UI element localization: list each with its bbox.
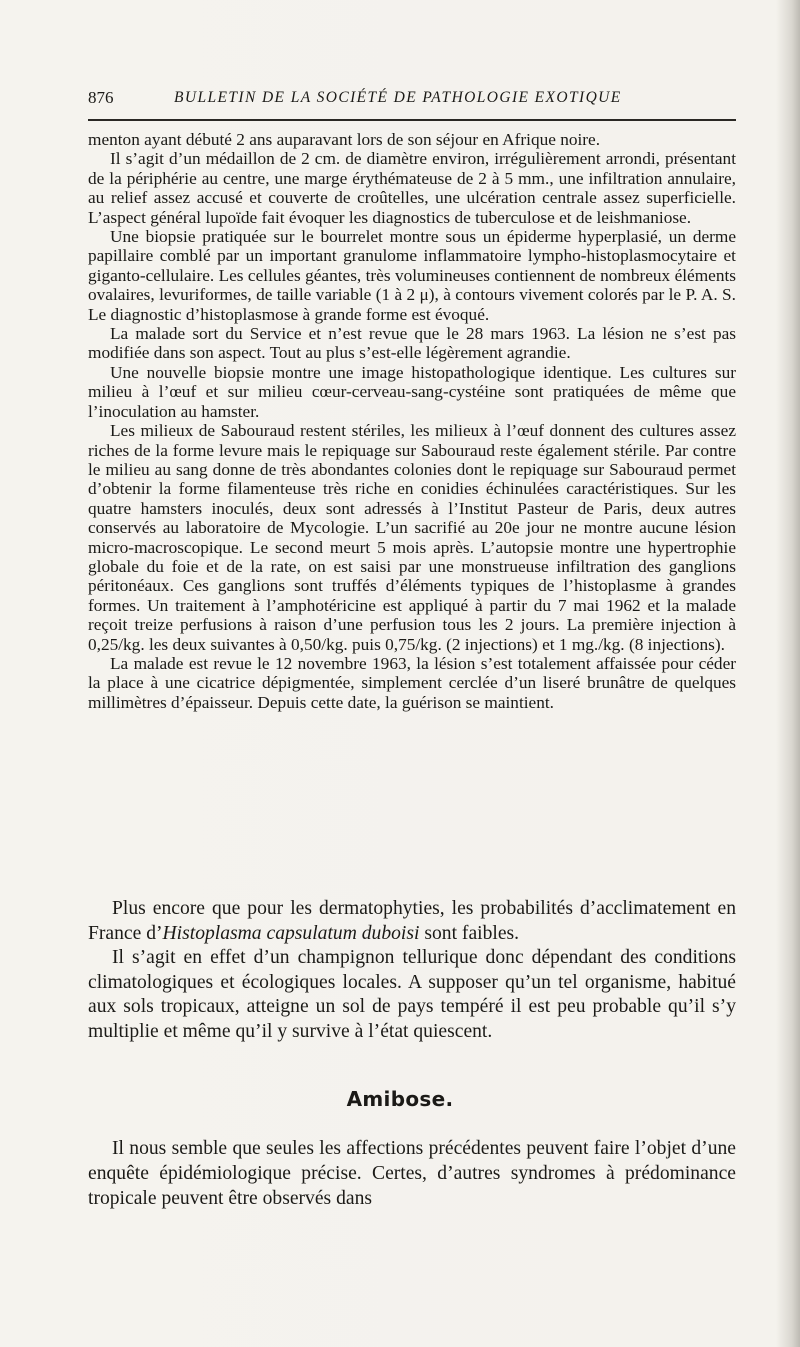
- case-paragraph: La malade est revue le 12 novembre 1963, la lésion s’est totalement affaissée pour céder la place à une cicatrice dépigmentée, simplement cerclée d’un liseré brunâtre de quelques millimètres d’épaisseur. Depuis cette date, la guérison se maintient.: [88, 653, 736, 712]
- case-paragraph: menton ayant débuté 2 ans auparavant lors de son séjour en Afrique noire.: [88, 130, 601, 149]
- section-paragraph: Il nous semble que seules les affections précédentes peuvent faire l’objet d’une enquête épidémiologique précise. Certes, d’autres syndromes à prédominance tropicale peuvent être observés dans: [88, 1138, 736, 1210]
- section-body: [88, 1136, 736, 1212]
- case-paragraph: Il s’agit d’un médaillon de 2 cm. de diamètre environ, irrégulièrement arrondi, présentant de la périphérie au centre, une marge érythémateuse de 2 à 5 mm., une infiltration annulaire, au relief assez accusé et couverte de croûtelles, une ulcération centrale assez superficielle. L’aspect général lupoïde fait évoquer les diagnostics de tuberculose et de leishmaniose.: [88, 149, 736, 227]
- discussion-text: Plus encore que pour les dermatophyties, les probabilités d’acclimatement en France d’: [88, 898, 736, 944]
- section-heading: Amibose.: [346, 1087, 454, 1111]
- species-name: Histoplasma capsulatum duboisi: [162, 922, 420, 944]
- discussion: [88, 897, 736, 1045]
- discussion-paragraph: [88, 897, 736, 946]
- case-paragraph: Une nouvelle biopsie montre une image histopathologique identique. Les cultures sur milieu à l’œuf et sur milieu cœur-cerveau-sang-cystéine sont pratiquées de même que l’inoculation au hamster.: [88, 362, 736, 421]
- case-paragraph: Une biopsie pratiquée sur le bourrelet montre sous un épiderme hyperplasié, un derme papillaire comblé par un important granulome inflammatoire lympho-histoplasmocytaire et giganto-cellulaire. Les cellules géantes, très volumineuses contiennent de nombreux éléments ovalaires, levuriformes, de taille variable (1 à 2 μ), à contours vivement colorés par le P. A. S. Le diagnostic d’histoplasmose à grande forme est évoqué.: [88, 227, 736, 324]
- running-title: BULLETIN DE LA SOCIÉTÉ DE PATHOLOGIE EXOTIQUE: [174, 89, 622, 106]
- page-number: 876: [88, 88, 114, 107]
- case-report: [88, 130, 736, 712]
- page-header: [88, 88, 735, 112]
- case-paragraph: Les milieux de Sabouraud restent stériles, les milieux à l’œuf donnent des cultures assez riches de la forme levure mais le repiquage sur Sabouraud reste également stérile. Par contre le milieu au sang donne de très abondantes colonies dont le repiquage sur Sabouraud permet d’obtenir la forme filamenteuse très riche en conidies échinulées caractéristiques. Sur les quatre hamsters inoculés, deux sont adressés à l’Institut Pasteur de Paris, deux autres conservés au laboratoire de Mycologie. L’un sacrifié au 20e jour ne montre aucune lésion micro-macroscopique. Le second meurt 5 mois après. L’autopsie montre une hypertrophie globale du foie et de la rate, on est saisi par une monstrueuse infiltration des ganglions péritonéaux. Ces ganglions sont truffés d’éléments typiques de l’histoplasme à grandes formes. Un traitement à l’amphotéricine est appliqué à partir du 7 mai 1962 et la malade reçoit treize perfusions à raison d’une perfusion tous les 2 jours. La première injection à 0,25/kg. les deux suivantes à 0,50/kg. puis 0,75/kg. (2 injections) et 1 mg./kg. (8 injections).: [88, 421, 736, 654]
- discussion-paragraph: Il s’agit en effet d’un champignon tellurique donc dépendant des conditions climatologiques et écologiques locales. A supposer qu’un tel organisme, habitué aux sols tropicaux, atteigne un sol de pays tempéré il est peu probable qu’il s’y multiplie et même qu’il y survive à l’état quiescent.: [88, 947, 736, 1042]
- discussion-text: sont faibles.: [419, 922, 520, 944]
- header-rule: [88, 119, 736, 121]
- case-paragraph: La malade sort du Service et n’est revue que le 28 mars 1963. La lésion ne s’est pas modifiée dans son aspect. Tout au plus s’est-elle légèrement agrandie.: [88, 324, 736, 363]
